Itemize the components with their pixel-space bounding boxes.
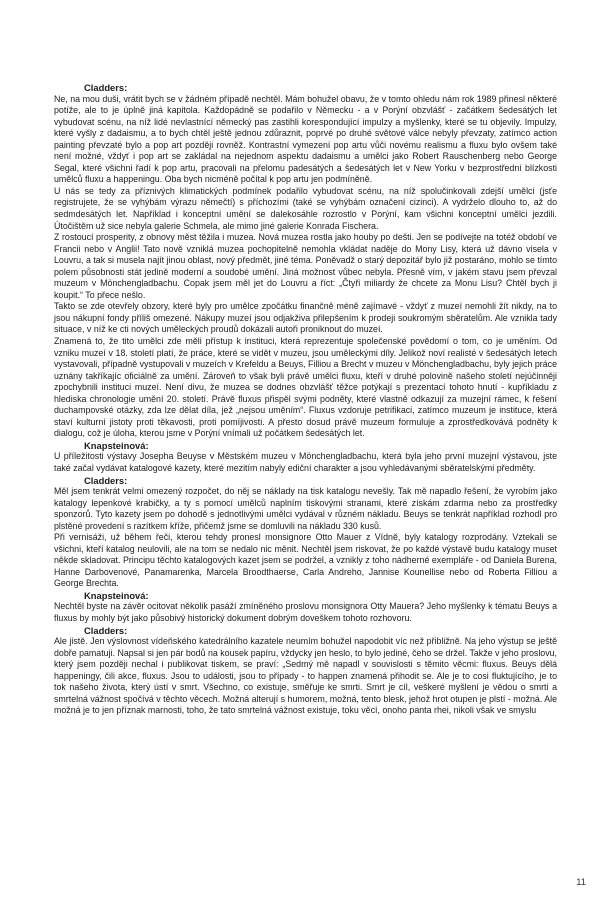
- speaker-name: Cladders:: [84, 82, 128, 93]
- dialogue-turn: [54, 82, 557, 440]
- paragraph: Takto se zde otevřely obzory, které byly pro umělce zpočátku finančně méně zajímavé - vždyť z muzeí nemohli žít nikdy, na to jsou nákupní fondy příliš omezené. Nákupy muzeí jsou odjakživa přilepšením k prodeji soukromým sběratelům. Ale vznikla tady situace, v níž ke cti nových uměleckých proudů dokázali autoři proniknout do muzeí.: [54, 301, 557, 335]
- article-body: [54, 82, 557, 717]
- paragraph: Měl jsem tenkrát velmi omezený rozpočet, do něj se náklady na tisk katalogu nevešly. Tak mě napadlo řešení, že vyrobím jako katalogy lepenkové krabičky, a ty s pomocí umělců naplním tiskovými stranami, které získám zdarma nebo za prostředky sponzorů. Tyto kazety jsem po dohodě s jednotlivými umělci vydával v různém nákladu. Beuys se tenkrát například rozhodl pro plstěné provedení s razítkem kříže, přičemž jsme se domluvili na nákladu 330 kusů.: [54, 486, 557, 531]
- paragraph: U příležitosti výstavy Josepha Beuyse v Městském muzeu v Mönchengladbachu, která byla jeho první muzejní výstavou, jste také začal vydávat katalogové kazety, které mezitím nabyly ediční charakter a jsou vyhledávanými sběratelskými předměty.: [54, 451, 557, 473]
- speaker-name: Cladders:: [84, 624, 128, 636]
- speaker-name: Knapsteinová:: [84, 439, 149, 451]
- paragraph: Při vernisáži, už během řeči, kterou tehdy pronesl monsignore Otto Mauer z Vídně, byly katalogy rozprodány. Vztekali se všichni, kteří katalog neulovili, ale na tom se nedalo nic měnit. Nechtěl jsem riskovat, že po každé výstavě budu katalogy muset někde skladovat. Principu těchto katalogových kazet jsem se podržel, a vznikly z toho nádherné exempláře - od Daniela Burena, Hanne Darbovenové, Panamarenka, Marcela Broodthaerse, Carla Andreho, Jannise Kounellise nebo od Roberta Filliou a George Brechta.: [54, 532, 557, 589]
- dialogue-turn: [54, 625, 557, 717]
- paragraph: Ale jistě. Jen výslovnost vídeňského katedrálního kazatele neumím bohužel napodobit víc než přibližně. Na jeho výstup se ještě dobře pamatuji. Napsal si jen pár bodů na kousek papíru, vždycky jen heslo, to bylo jediné, čeho se držel. Takže v jeho proslovu, který jsem později nechal i publikovat tiskem, se praví: „Sedmý mě napadl v souvislosti s těmito věcmi: fluxus. Beuys dělá happeningy, čili akce, fluxus. Jsou to události, jsou to případy - to happen znamená přihodit se. Ale je to cosi fluktujícího, je to tok našeho života, který ústí v smrt. Všechno, co existuje, směřuje ke smrti. Smrt je cíl, veškeré myšlení je vědou o smrti a smrtelná vážnost spočívá v těchto věcech. Možná alterují s humorem, možná, tento blesk, jehož hrot otupen je plstí - možná. Ale možná je to jen příznak marnosti, toho, že tato smrtelná vážnost existuje, toku věcí, onoho panta rhei, nikoli však ve smyslu: [54, 636, 557, 716]
- paragraph: Nechtěl byste na závěr ocitovat několik pasáží zmíněného proslovu monsignora Otty Mauera? Jeho myšlenky k tématu Beuys a fluxus by mohly být jako působivý historický dokument dobrým doveškem tohoto rozhovoru.: [54, 601, 557, 623]
- dialogue-turn: [54, 590, 557, 625]
- paragraph: U nás se tedy za příznivých klimatických podmínek podařilo vybudovat scénu, na níž spolučinkovali zdejší umělci (jsťe registrujete, že se vyhýbám výrazu němečtí) s příchozími (také se vyhýbám označení cizinci). A vydrželo dlouho to, až do sedmdesátých let. Například i konceptní umění se dalekosáhle rozrostlo v Porýní, kam všichni konceptní umělci jezdili. Útočištěm už sice nebyla galerie Schmela, ale mimo jiné galerie Konrada Fischera.: [54, 185, 557, 231]
- page-number: 11: [576, 876, 586, 887]
- paragraph: Znamená to, že tito umělci zde měli přístup k instituci, která reprezentuje společenské povědomí o tom, co je uměním. Od vzniku muzeí v 18. století platí, že práce, které se vidět v muzeu, jsou uměleckými díly. Jelikož noví realisté v šedesátých letech vystavovali, případně vystupovali v muzeích v Krefeldu a Beuys, Filliou a Brecht v muzeu v Mönchengladbachu, byly jejich práce uznány takříkajíc oficiálně za umění. Zároveň to však byli právě umělci fluxu, kteří v druhé polovině našeho století nejúčinněji zpochybnili instituci muzeí. Není divu, že muzea se dodnes obzvlášť těžce potýkají s prezentací tohoto hnutí - kupříkladu z hlediska chronologie umění 20. století. Právě fluxus přispěl svými podněty, které vlastně odkazují za muzejní rámec, k řešení duchampovské otázky, zda lze dělat díla, jež „nejsou uměním“. Fluxus vzdoruje petrifikaci, zatímco muzeum je instituce, která staví kulturní jistoty proti těkavosti, proti pomíjivosti. A přesto dosud právě muzeum formuluje a zprostředkovává podněty k dialogu, což je úloha, kterou jsme v Porýní vnímali už počátkem šedesátých let.: [54, 335, 557, 439]
- paragraph: Z rostoucí prosperity, z obnovy měst těžila i muzea. Nová muzea rostla jako houby po dešti. Jen se podívejte na totéž období ve Francii nebo v Anglii! Tato nově vzniklá muzea pochopitelně nemohla vkládat naděje do Mony Lisy, která už dávno visela v Louvru, a tak si musela najít jinou oblast, nový předmět, jiné téma. Poněvadž o starý depozitář bylo již postaráno, mohlo se tímto polem působnosti stát jedině moderní a soudobé umění. Jiná možnost vůbec nebyla. Přesně vím, v jakém stavu jsem převzal muzeum v Mönchengladbachu. Copak jsem měl jet do Louvru a říct: „Čtyři miliardy že chcete za Monu Lisu? Chtěl bych ji koupit.“ To přece nešlo.: [54, 232, 557, 300]
- paragraph: Ne, na mou duši, vrátit bych se v žádném případě nechtěl. Mám bohužel obavu, že v tomto ohledu nám rok 1989 přinesl některé potíže, ale to je úplně jiná kapitola. Každopádně se podařilo v Německu - a v Porýní obzvlášť - začátkem šedesátých let vybudovat scénu, na níž lidé nevlastnící německý pas zastihli korespondující impulzy a myšlenky, které se tu objevily. Impulzy, které vyšly z dadaismu, a to bych chtěl ještě jednou zdůraznit, poprvé po druhé světové válce nebyly převzaty, zatímco action painting převzaté bylo a pop art později rovněž. Kontrastní vymezení pop artu vůči novému realismu a fluxu bylo ovšem také není možné, vždyť i pop art se zakládal na nejednom aspektu dadaismu a umělci jako Robert Rauschenberg nebo George Segal, které všichni řadí k pop artu, pracovali na přelomu padesátých a šedesátých let v New Yorku v bezprostřední blízkosti umělců fluxu a happeningu. Oba bych nicméně počítal k pop artu jen podmíněně.: [54, 93, 557, 185]
- speaker-name: Cladders:: [84, 474, 128, 486]
- dialogue-turn: [54, 475, 557, 590]
- dialogue-turn: [54, 440, 557, 475]
- speaker-name: Knapsteinová:: [84, 589, 149, 601]
